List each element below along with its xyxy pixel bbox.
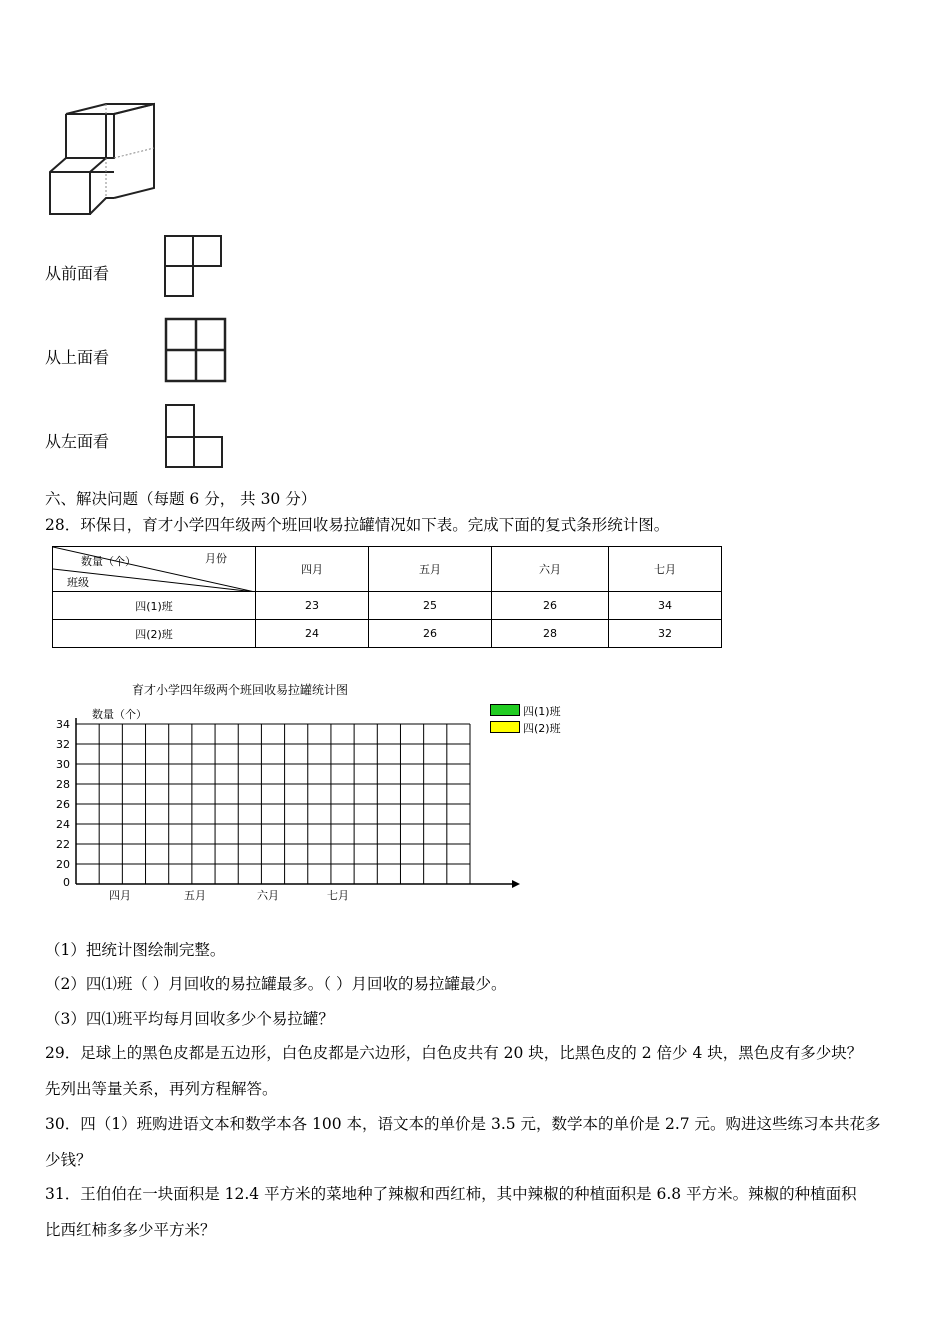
corner-class-label: 班级 xyxy=(67,576,89,589)
value-cell: 28 xyxy=(492,620,609,648)
question-30-line2: 少钱？ xyxy=(45,1151,92,1169)
y-axis-label: 数量（个） xyxy=(92,708,147,721)
cube-stack-figure xyxy=(44,100,159,220)
recycling-table xyxy=(52,546,722,648)
y-tick-label: 30 xyxy=(56,758,70,771)
top-view-figure xyxy=(164,317,228,385)
y-tick-label: 32 xyxy=(56,738,70,751)
section-heading: 六、解决问题（每题 6 分， 共 30 分） xyxy=(45,490,317,508)
x-tick-label: 四月 xyxy=(109,889,131,902)
legend-label-class1: 四(1)班 xyxy=(523,705,561,718)
legend-swatch-class1 xyxy=(490,704,520,716)
x-tick-label: 六月 xyxy=(257,889,279,902)
y-tick-label: 28 xyxy=(56,778,70,791)
y-tick-label: 20 xyxy=(56,858,70,871)
left-view-figure xyxy=(164,403,226,471)
y-tick-label: 24 xyxy=(56,818,70,831)
month-header: 七月 xyxy=(609,547,722,592)
class-name-cell: 四(1)班 xyxy=(53,592,256,620)
q28-sub1: （1）把统计图绘制完整。 xyxy=(45,941,226,959)
table-corner-cell xyxy=(53,547,256,592)
month-header: 六月 xyxy=(492,547,609,592)
class-name-cell: 四(2)班 xyxy=(53,620,256,648)
legend-swatch-class2 xyxy=(490,721,520,733)
front-view-figure xyxy=(163,234,225,300)
corner-quantity-label: 数量（个） xyxy=(81,555,136,568)
value-cell: 34 xyxy=(609,592,722,620)
q28-sub3: （3）四⑴班平均每月回收多少个易拉罐？ xyxy=(45,1010,334,1028)
corner-month-label: 月份 xyxy=(205,552,227,565)
top-view-label: 从上面看 xyxy=(45,348,110,367)
month-header: 四月 xyxy=(256,547,369,592)
x-axis-arrow xyxy=(512,880,520,888)
y-tick-label: 34 xyxy=(56,718,70,731)
question-30-line1: 30．四（1）班购进语文本和数学本各 100 本，语文本的单价是 3.5 元，数学本的单价是 2.7 元。购进这些练习本共花多 xyxy=(45,1115,881,1133)
value-cell: 23 xyxy=(256,592,369,620)
chart-title: 育才小学四年级两个班回收易拉罐统计图 xyxy=(132,683,349,697)
y-tick-label: 22 xyxy=(56,838,70,851)
question-31-line1: 31．王伯伯在一块面积是 12.4 平方米的菜地种了辣椒和西红柿，其中辣椒的种植面积是 6.8 平方米。辣椒的种植面积 xyxy=(45,1185,857,1203)
question-31-line2: 比西红柿多多少平方米？ xyxy=(45,1221,216,1239)
legend-label-class2: 四(2)班 xyxy=(523,722,561,735)
question-29-line2: 先列出等量关系，再列方程解答。 xyxy=(45,1080,278,1098)
month-header: 五月 xyxy=(369,547,492,592)
y-tick-label: 26 xyxy=(56,798,70,811)
front-view-label: 从前面看 xyxy=(45,264,110,283)
question-29-line1: 29．足球上的黑色皮都是五边形，白色皮都是六边形，白色皮共有 20 块，比黑色皮的 2 倍少 4 块，黑色皮有多少块？ xyxy=(45,1044,863,1062)
question-28-text: 28．环保日，育才小学四年级两个班回收易拉罐情况如下表。完成下面的复式条形统计图。 xyxy=(45,516,670,534)
value-cell: 25 xyxy=(369,592,492,620)
value-cell: 32 xyxy=(609,620,722,648)
value-cell: 26 xyxy=(369,620,492,648)
x-tick-label: 五月 xyxy=(184,889,206,902)
y-tick-label: 0 xyxy=(63,876,70,889)
left-view-label: 从左面看 xyxy=(45,432,110,451)
x-tick-label: 七月 xyxy=(327,889,349,902)
value-cell: 26 xyxy=(492,592,609,620)
bar-chart-grid xyxy=(40,700,530,910)
value-cell: 24 xyxy=(256,620,369,648)
q28-sub2: （2）四⑴班（ ）月回收的易拉罐最多。（ ）月回收的易拉罐最少。 xyxy=(45,975,507,993)
